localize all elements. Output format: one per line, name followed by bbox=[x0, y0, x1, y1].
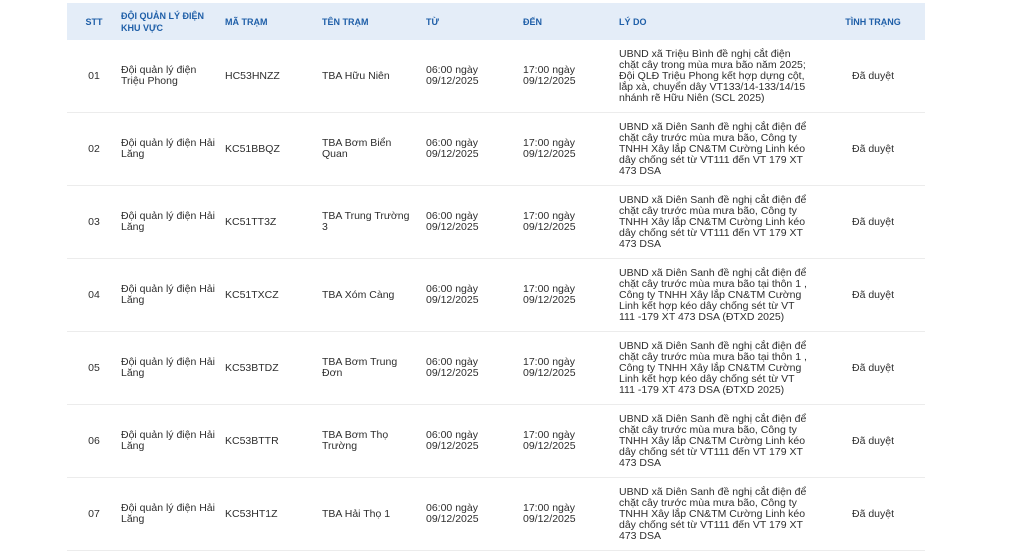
table-row bbox=[67, 405, 925, 478]
table-row bbox=[67, 259, 925, 332]
cell-to: 17:00 ngày 09/12/2025 bbox=[523, 405, 619, 478]
table-row bbox=[67, 186, 925, 259]
cell-status: Đã duyệt bbox=[821, 186, 925, 259]
cell-reason: UBND xã Diên Sanh đề nghị cắt điện để chặt cây trước mùa mưa bão tại thôn 1 , Công ty TNHH Xây lắp CN&TM Cường Linh kết hợp kéo dây chống sét từ VT 111 -179 XT 473 DSA (ĐTXD 2025) bbox=[619, 332, 821, 405]
header-reason: LÝ DO bbox=[619, 3, 821, 40]
cell-stt: 07 bbox=[67, 478, 121, 551]
cell-from: 06:00 ngày 09/12/2025 bbox=[426, 113, 523, 186]
cell-to: 17:00 ngày 09/12/2025 bbox=[523, 113, 619, 186]
cell-station-code: KC51BBQZ bbox=[225, 113, 322, 186]
cell-station-code: KC51TT3Z bbox=[225, 186, 322, 259]
cell-stt: 04 bbox=[67, 259, 121, 332]
cell-from: 06:00 ngày 09/12/2025 bbox=[426, 186, 523, 259]
cell-unit: Đội quản lý điện Hải Lăng bbox=[121, 186, 225, 259]
cell-station-name: TBA Hữu Niên bbox=[322, 40, 426, 113]
cell-stt: 06 bbox=[67, 405, 121, 478]
cell-status: Đã duyệt bbox=[821, 40, 925, 113]
table-body bbox=[67, 40, 925, 551]
cell-from: 06:00 ngày 09/12/2025 bbox=[426, 405, 523, 478]
cell-station-name: TBA Trung Trường 3 bbox=[322, 186, 426, 259]
cell-from: 06:00 ngày 09/12/2025 bbox=[426, 478, 523, 551]
cell-station-name: TBA Bơm Biển Quan bbox=[322, 113, 426, 186]
outage-schedule-table bbox=[67, 3, 925, 551]
cell-station-code: KC53BTTR bbox=[225, 405, 322, 478]
header-status: TÌNH TRẠNG bbox=[821, 3, 925, 40]
cell-stt: 02 bbox=[67, 113, 121, 186]
cell-to: 17:00 ngày 09/12/2025 bbox=[523, 332, 619, 405]
cell-station-name: TBA Bơm Thọ Trường bbox=[322, 405, 426, 478]
cell-reason: UBND xã Diên Sanh đề nghị cắt điện để chặt cây trước mùa mưa bão, Công ty TNHH Xây lắp CN&TM Cường Linh kéo dây chống sét từ VT111 đến VT 179 XT 473 DSA bbox=[619, 186, 821, 259]
table-header bbox=[67, 3, 925, 40]
header-unit: ĐỘI QUẢN LÝ ĐIỆN KHU VỰC bbox=[121, 3, 225, 40]
cell-reason: UBND xã Diên Sanh đề nghị cắt điện để chặt cây trước mùa mưa bão tại thôn 1 , Công ty TNHH Xây lắp CN&TM Cường Linh kết hợp kéo dây chống sét từ VT 111 -179 XT 473 DSA (ĐTXD 2025) bbox=[619, 259, 821, 332]
cell-station-code: KC53HT1Z bbox=[225, 478, 322, 551]
cell-status: Đã duyệt bbox=[821, 332, 925, 405]
cell-status: Đã duyệt bbox=[821, 405, 925, 478]
table-row bbox=[67, 113, 925, 186]
cell-station-name: TBA Hải Thọ 1 bbox=[322, 478, 426, 551]
cell-unit: Đội quản lý điện Triệu Phong bbox=[121, 40, 225, 113]
cell-stt: 01 bbox=[67, 40, 121, 113]
header-to: ĐẾN bbox=[523, 3, 619, 40]
cell-stt: 05 bbox=[67, 332, 121, 405]
cell-station-name: TBA Xóm Càng bbox=[322, 259, 426, 332]
cell-from: 06:00 ngày 09/12/2025 bbox=[426, 259, 523, 332]
table-row bbox=[67, 332, 925, 405]
cell-reason: UBND xã Diên Sanh đề nghị cắt điện để chặt cây trước mùa mưa bão, Công ty TNHH Xây lắp CN&TM Cường Linh kéo dây chống sét từ VT111 đến VT 179 XT 473 DSA bbox=[619, 405, 821, 478]
header-row bbox=[67, 3, 925, 40]
cell-status: Đã duyệt bbox=[821, 478, 925, 551]
cell-stt: 03 bbox=[67, 186, 121, 259]
cell-to: 17:00 ngày 09/12/2025 bbox=[523, 40, 619, 113]
cell-unit: Đội quản lý điện Hải Lăng bbox=[121, 332, 225, 405]
header-station-code: MÃ TRẠM bbox=[225, 3, 322, 40]
header-from: TỪ bbox=[426, 3, 523, 40]
cell-reason: UBND xã Triệu Bình đề nghị cắt điện chặt cây trong mùa mưa bão năm 2025; Đội QLĐ Triệu Phong kết hợp dựng cột, lắp xà, chuyển dây VT133/14-133/14/15 nhánh rẽ Hữu Niên (SCL 2025) bbox=[619, 40, 821, 113]
cell-unit: Đội quản lý điện Hải Lăng bbox=[121, 113, 225, 186]
cell-status: Đã duyệt bbox=[821, 113, 925, 186]
cell-station-code: KC53BTDZ bbox=[225, 332, 322, 405]
cell-unit: Đội quản lý điện Hải Lăng bbox=[121, 405, 225, 478]
header-station-name: TÊN TRẠM bbox=[322, 3, 426, 40]
cell-unit: Đội quản lý điện Hải Lăng bbox=[121, 259, 225, 332]
cell-station-name: TBA Bơm Trung Đơn bbox=[322, 332, 426, 405]
table-row bbox=[67, 40, 925, 113]
cell-reason: UBND xã Diên Sanh đề nghị cắt điện để chặt cây trước mùa mưa bão, Công ty TNHH Xây lắp CN&TM Cường Linh kéo dây chống sét từ VT111 đến VT 179 XT 473 DSA bbox=[619, 478, 821, 551]
header-stt: STT bbox=[67, 3, 121, 40]
cell-to: 17:00 ngày 09/12/2025 bbox=[523, 186, 619, 259]
table-row bbox=[67, 478, 925, 551]
cell-to: 17:00 ngày 09/12/2025 bbox=[523, 478, 619, 551]
cell-status: Đã duyệt bbox=[821, 259, 925, 332]
cell-to: 17:00 ngày 09/12/2025 bbox=[523, 259, 619, 332]
cell-from: 06:00 ngày 09/12/2025 bbox=[426, 40, 523, 113]
cell-station-code: KC51TXCZ bbox=[225, 259, 322, 332]
cell-unit: Đội quản lý điện Hải Lăng bbox=[121, 478, 225, 551]
cell-reason: UBND xã Diên Sanh đề nghị cắt điện để chặt cây trước mùa mưa bão, Công ty TNHH Xây lắp CN&TM Cường Linh kéo dây chống sét từ VT111 đến VT 179 XT 473 DSA bbox=[619, 113, 821, 186]
cell-from: 06:00 ngày 09/12/2025 bbox=[426, 332, 523, 405]
cell-station-code: HC53HNZZ bbox=[225, 40, 322, 113]
